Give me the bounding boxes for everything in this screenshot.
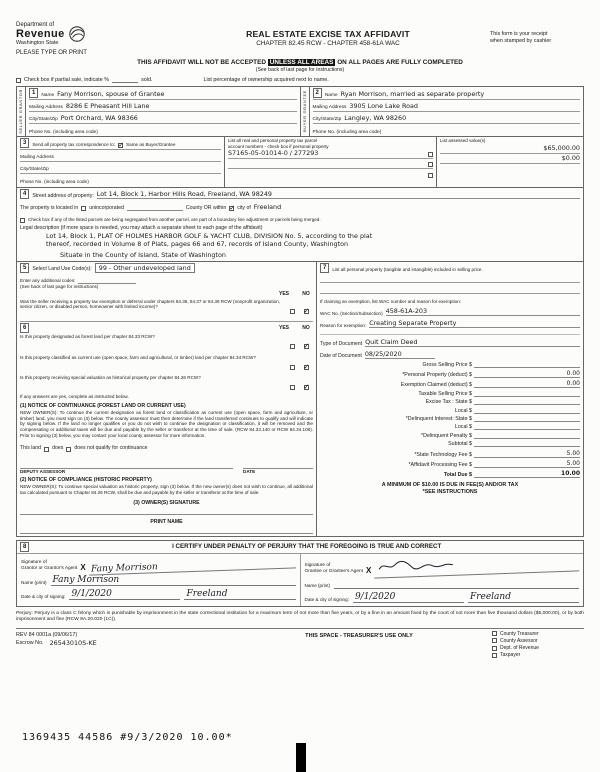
fee-label: *Personal Property (deduct) $: [402, 372, 472, 379]
fee-row-exemption: [320, 380, 580, 388]
form-subtitle: CHAPTER 82.45 RCW - CHAPTER 458-61A WAC: [256, 40, 400, 47]
notice-continuance-title: (1) NOTICE OF CONTINUANCE (FOREST LAND OR CURRENT USE): [20, 402, 186, 409]
please-type-label: PLEASE TYPE OR PRINT: [16, 50, 87, 56]
county-or-within-label: County OR within: [185, 204, 227, 211]
grantee-date-field[interactable]: 9/1/2020: [353, 592, 464, 603]
fee-row-total: [320, 470, 580, 478]
deputy-date-field[interactable]: [243, 460, 313, 469]
fee-row-delinquent-penalty: [320, 433, 580, 439]
county-assessor-label: County Assessor: [500, 637, 538, 644]
assessed-value-1[interactable]: $65,000.00: [543, 143, 580, 152]
segregated-checkbox[interactable]: [20, 218, 25, 223]
fee-label: Total Due $: [443, 472, 472, 479]
total-due-field[interactable]: [474, 470, 580, 478]
affidavit-processing-fee-field[interactable]: [474, 460, 580, 468]
personal-property-checkbox-3[interactable]: [428, 173, 433, 178]
rev-form-number: REV 84 0001a (09/06/17): [16, 631, 78, 638]
form-footer: [16, 628, 584, 660]
sold-label: sold.: [141, 77, 153, 83]
fee-label: *Delinquent Interest: State $: [405, 415, 472, 422]
excise-local-field[interactable]: [474, 408, 580, 414]
grantor-signature-field[interactable]: Fany Morrison: [89, 557, 296, 575]
fee-label: Local $: [454, 424, 472, 431]
parcel-header-line2: account numbers - check box if personal property: [228, 143, 329, 149]
s6-no-label: NO: [302, 324, 310, 331]
historic-question: Is this property receiving special valuation as historical property per chapter 84.26 RCW?: [20, 375, 201, 381]
warning-subnote: (See back of last page for instructions): [255, 67, 345, 73]
ownership-percentage-note: List percentage of ownership acquired next to name.: [203, 77, 329, 83]
city-of-label: city of: [237, 204, 251, 211]
forest-land-question: Is this property designated as forest land per chapter 84.33 RCW?: [20, 334, 155, 340]
land-use-value[interactable]: 99 - Other undeveloped land: [95, 263, 195, 273]
fee-row-technology: [320, 450, 580, 458]
s5-yes-no-header: [20, 291, 313, 297]
fee-label: Local $: [454, 407, 472, 414]
grantee-agent-label: Grantee or Grantee's Agent: [304, 569, 364, 575]
land-use-label: Select Land Use Code(s):: [32, 266, 92, 272]
partial-sale-row: [16, 77, 584, 83]
seller-name-value[interactable]: Fany Morrison, spouse of Grantee: [57, 90, 165, 98]
deputy-assessor-label: DEPUTY ASSESSOR: [20, 468, 66, 474]
section-7-number: 7: [320, 263, 329, 273]
unincorporated-checkbox[interactable]: [81, 206, 86, 211]
buyer-address-label: Mailing Address: [312, 105, 347, 110]
taxable-selling-price-field[interactable]: [474, 391, 580, 397]
personal-property-label: List all personal property (tangible and intangible) included in selling price.: [332, 266, 483, 272]
deputy-date-label: DATE: [243, 468, 256, 474]
city-value[interactable]: Freeland: [253, 203, 282, 211]
property-address-section: [16, 188, 584, 262]
buyer-csz-value[interactable]: Langley, WA 98260: [344, 114, 407, 122]
personal-property-deduct-field[interactable]: [474, 370, 580, 378]
partial-sale-label: Check box if partial sale, indicate %: [24, 77, 110, 83]
seller-side-label: SELLER GRANTOR: [18, 89, 23, 134]
segregated-label: Check box if any of the listed parcels are being segregated from another parcel, are part of a boundary line adjustment or parcels being merged.: [28, 217, 321, 223]
seller-side-strip: [17, 87, 26, 136]
does-not-label: does not qualify for continuance: [74, 445, 148, 452]
grantor-agent-label: Grantor or Grantor's Agent: [21, 566, 78, 572]
grantor-signature-of-label: Signature of: [21, 560, 47, 566]
left-column: [17, 262, 317, 536]
send-correspondence-label: Send all property tax correspondence to:: [32, 142, 116, 148]
grantor-date-city-label: Date & city of signing:: [21, 594, 66, 600]
distribution-checkboxes: [492, 631, 584, 660]
fee-row-gross: [320, 362, 580, 368]
claiming-exemption-label: If claiming an exemption, list WAC number and reason for exemption:: [320, 298, 462, 304]
buyer-box: [300, 87, 584, 136]
corr-csz-label: City/State/Zip: [20, 167, 49, 172]
buyer-address-value[interactable]: 3905 Lone Lake Road: [349, 102, 418, 110]
forest-no-checkbox[interactable]: [304, 344, 309, 349]
does-label: does: [52, 445, 64, 452]
wa-state-label: Washington State: [16, 40, 59, 46]
legal-description-line1[interactable]: Lot 14, Block 1, PLAT OF HOLMES HARBOR GOLF & YACHT CLUB, DIVISION No. 5, according to the plat: [46, 231, 373, 240]
delinquent-interest-state-field[interactable]: [474, 416, 580, 422]
corr-address-label: Mailing Address: [20, 155, 54, 160]
exemption-no-checkbox[interactable]: [304, 309, 309, 314]
warning-pre: THIS AFFIDAVIT WILL NOT BE ACCEPTED: [137, 59, 268, 66]
form-header: [16, 22, 584, 56]
agency-block: [16, 22, 166, 56]
deputy-assessor-signature-field[interactable]: [20, 460, 233, 469]
historic-no-checkbox[interactable]: [304, 385, 309, 390]
buyer-name-value[interactable]: Ryan Morrison, married as separate property: [340, 90, 485, 98]
partial-percent-field[interactable]: [112, 82, 138, 83]
s5-yes-label: YES: [278, 291, 289, 298]
taxpayer-label: Taxpayer: [500, 652, 521, 659]
grantor-signature-block: [17, 554, 300, 606]
owners-signature-label: (3) OWNER(S) SIGNATURE: [133, 499, 200, 506]
partial-sale-checkbox[interactable]: [16, 78, 21, 83]
assessed-value-2[interactable]: $0.00: [561, 153, 580, 162]
print-name-label: PRINT NAME: [150, 518, 183, 525]
parcel-number-value[interactable]: S7165-05-01014-0 / 277293: [228, 149, 319, 158]
see-instructions-note: *SEE INSTRUCTIONS: [422, 489, 478, 496]
receipt-note: [490, 22, 584, 45]
current-use-no-checkbox[interactable]: [304, 365, 309, 370]
fee-row-subtotal: [320, 441, 580, 447]
see-back-note: (See back of last page for instructions): [20, 283, 99, 289]
revenue-logo-icon: [68, 25, 86, 43]
grantee-signature-field[interactable]: [374, 552, 579, 578]
fee-row-personal: [320, 370, 580, 378]
fee-row-excise-local: [320, 408, 580, 414]
current-use-question: Is this property classified as current use (open space, farm and agricultural, or timber) land per chapter 84.34 RCW?: [20, 354, 256, 360]
parcel-header-line1: List all real and personal property tax parcel: [228, 138, 318, 143]
grantee-x-mark: X: [366, 565, 372, 575]
grantee-name-print-label: Name (print): [304, 583, 331, 589]
parties-section: [16, 86, 584, 137]
current-use-yes-checkbox[interactable]: [290, 365, 295, 370]
fee-label: *Affidavit Processing Fee $: [408, 461, 472, 468]
date-of-document-value[interactable]: 08/25/2020: [365, 350, 435, 359]
street-address-value[interactable]: Lot 14, Block 1, Harbor Hills Road, Freeland, WA 98249: [97, 190, 580, 199]
tax-correspondence-section: [16, 137, 584, 188]
fee-label: Excise Tax : State $: [425, 399, 472, 406]
form-title: REAL ESTATE EXCISE TAX AFFIDAVIT: [246, 29, 410, 39]
fee-label: Gross Selling Price $: [422, 361, 472, 368]
dept-of-revenue-checkbox[interactable]: [492, 646, 497, 651]
fee-value: 5.00: [566, 459, 580, 467]
seller-box: [17, 87, 300, 136]
legal-description-line2[interactable]: thereof, recorded in Volume 8 of Plats, pages 66 and 67, records of Island County, Washington: [46, 239, 349, 248]
buyer-side-strip: [301, 87, 310, 136]
personal-property-checkbox-1[interactable]: [428, 152, 433, 157]
same-as-buyer-label: Same as Buyer/Grantee: [126, 142, 176, 148]
legal-description-label: Legal description (if more space is needed, you may attach a separate sheet to each page of the affidavit): [20, 225, 263, 231]
right-column: [317, 262, 583, 536]
grantee-signature-scribble-icon: [376, 558, 456, 573]
receipt-note-line1: This form is your receipt: [490, 31, 548, 37]
grantee-date-city-label: Date & city of signing:: [304, 597, 349, 603]
same-as-buyer-checkbox[interactable]: [118, 143, 123, 148]
fee-value: 5.00: [566, 449, 580, 457]
historic-yes-checkbox[interactable]: [290, 385, 295, 390]
grantor-x-mark: X: [80, 562, 86, 572]
certify-statement: I CERTIFY UNDER PENALTY OF PERJURY THAT THE FOREGOING IS TRUE AND CORRECT: [172, 543, 442, 551]
fee-label: Exemption Claimed (deduct) $: [400, 382, 472, 389]
does-checkbox[interactable]: [44, 447, 49, 452]
this-land-label: This land: [20, 445, 42, 452]
grantor-name-print-label: Name (print): [21, 580, 47, 586]
assessed-value-header: List assessed value(s): [440, 138, 486, 143]
exemption-claimed-field[interactable]: [474, 380, 580, 388]
street-address-label: Street address of property:: [32, 192, 94, 199]
fee-row-excise-state: [320, 399, 580, 405]
legal-description-line3[interactable]: Situate in the County of Island, State of Washington: [60, 250, 226, 259]
grantor-name-print-field[interactable]: Fany Morrison: [51, 575, 296, 586]
print-name-field[interactable]: [20, 525, 313, 534]
seller-address-value[interactable]: 8286 E Pheasant Hill Lane: [65, 102, 150, 110]
buyer-side-label: BUYER GRANTEE: [301, 90, 307, 133]
grantor-date-field[interactable]: 9/1/2020: [69, 589, 180, 600]
gross-selling-price-field[interactable]: [474, 362, 580, 368]
notice-continuance-body: NEW OWNER(S): To continue the current designation as forest land or classification as current use (open space, farm and agriculture, or timber) land, you must sign on (3) below. The county assessor must then determine if the land transferred continues to qualify and will indicate by signing below. If the land no longer qualifies or you do not wish to continue the designation or classification, it will be removed and the compensating or additional taxes will be due and payable by the seller or transferor at the time of sale. (RCW 84.33.140 or RCW 84.34.108). Prior to signing (3) below, you may contact your local county assessor for more information.: [20, 409, 313, 438]
signatures-section: [16, 540, 584, 607]
date-of-document-label: Date of Document: [320, 352, 362, 359]
escrow-label: Escrow No.: [16, 639, 44, 646]
grantor-city-field[interactable]: Freeland: [184, 589, 295, 600]
subtotal-field[interactable]: [474, 441, 580, 447]
reason-exemption-label: Reason for exemption:: [320, 322, 367, 328]
fee-value: 0.00: [566, 380, 580, 388]
grantee-city-field[interactable]: Freeland: [468, 592, 579, 603]
buyer-phone-label: Phone No. (including area code): [312, 130, 382, 135]
grantee-signature-block: [300, 554, 584, 606]
exemption-yes-checkbox[interactable]: [290, 309, 295, 314]
reason-exemption-value[interactable]: Creating Separate Property: [369, 319, 580, 328]
fee-label: Subtotal $: [448, 441, 472, 448]
seller-csz-value[interactable]: Port Orchard, WA 98366: [60, 114, 138, 122]
unincorporated-label: unincorporated: [89, 204, 124, 211]
dept-of-revenue-label: Dept. of Revenue: [500, 645, 539, 652]
county-treasurer-label: County Treasurer: [500, 630, 539, 637]
seller-csz-label: City/State/Zip: [29, 117, 58, 122]
perjury-notice: Perjury: Perjury is a class C felony which is punishable by imprisonment in the state correctional institution for a maximum term of not more than five years, or by a fine in an amount fixed by the court of not more than five thousand dollars ($5,000.00), or by both imprisonment and fine (RCW 9A.20.020 (1C)).: [16, 610, 584, 623]
escrow-number-value[interactable]: 26543010S-KE: [49, 638, 97, 647]
grantee-name-print-field[interactable]: [334, 588, 579, 589]
affidavit-page: [16, 22, 584, 660]
fee-row-processing: [320, 460, 580, 468]
revenue-label: Revenue: [16, 28, 65, 40]
s6-yes-no-header: [277, 325, 313, 331]
seller-address-label: Mailing Address: [29, 105, 63, 110]
notice-compliance-title: (2) NOTICE OF COMPLIANCE (HISTORIC PROPERTY): [20, 477, 152, 484]
fee-value: 0.00: [566, 370, 580, 378]
cashier-stamp: 1369435 44586 #9/3/2020 10.00*: [22, 732, 233, 743]
does-not-checkbox[interactable]: [66, 447, 71, 452]
treasurer-use-label: THIS SPACE - TREASURER'S USE ONLY: [305, 632, 413, 639]
seller-phone-label: Phone No. (including area code): [29, 130, 98, 135]
notice-compliance-body: NEW OWNER(S): To continue special valuation as historic property, sign (3) below. If the new owner(s) does not wish to continue, all additional tax calculated pursuant to Chapter 84.26 RCW, shall be due and payable by the seller or transferor at the time of sale.: [20, 484, 313, 496]
county-treasurer-checkbox[interactable]: [492, 631, 497, 636]
answers-yes-note: If any answers are yes, complete as instructed below.: [20, 394, 129, 400]
city-checkbox[interactable]: [229, 206, 234, 211]
section-6-number: 6: [20, 323, 29, 333]
section-2-number: 2: [313, 88, 322, 98]
personal-property-line-1[interactable]: [320, 274, 580, 283]
type-of-document-value[interactable]: Quit Claim Deed: [365, 338, 580, 347]
personal-property-line-2[interactable]: [320, 285, 580, 294]
located-in-label: The property is located in: [20, 204, 79, 211]
county-blank-field[interactable]: [127, 210, 183, 211]
wac-number-value[interactable]: 458-61A-203: [386, 307, 580, 316]
personal-property-checkbox-2[interactable]: [428, 162, 433, 167]
grantee-signature-of-label: Signature of: [304, 563, 331, 569]
taxpayer-checkbox[interactable]: [492, 653, 497, 658]
owners-signature-field[interactable]: [20, 506, 313, 515]
section-4-number: 4: [20, 189, 29, 199]
warning-banner: [16, 59, 584, 66]
seller-name-label: Name: [41, 93, 55, 98]
section-8-number: 8: [20, 542, 29, 552]
buyer-name-label: Name: [324, 93, 338, 98]
fee-label: *Delinquent Penalty $: [421, 432, 472, 439]
county-assessor-checkbox[interactable]: [492, 638, 497, 643]
s6-yes-label: YES: [278, 324, 289, 331]
s5-no-label: NO: [302, 291, 310, 298]
warning-post: ON ALL PAGES ARE FULLY COMPLETED: [335, 59, 463, 66]
wac-number-label: WAC No. (Section/Subsection): [320, 310, 383, 316]
state-technology-fee-field[interactable]: [474, 450, 580, 458]
buyer-csz-label: City/State/Zip: [312, 117, 342, 122]
section-3-number: 3: [20, 138, 29, 148]
fee-label: *State Technology Fee $: [414, 451, 472, 458]
section-5-number: 5: [20, 263, 29, 273]
excise-state-field[interactable]: [474, 399, 580, 405]
scan-artifact-bar: [296, 743, 306, 772]
fee-label: Taxable Selling Price $: [418, 390, 472, 397]
exemption-question: Was the seller receiving a property tax exemption or deferral under chapters 84.36, 84.37 or 84.38 RCW (nonprofit organization, senior citizen, or disabled person, homeowner with limited income)?: [20, 298, 281, 310]
minimum-due-note: A MINIMUM OF $10.00 IS DUE IN FEE(S) AND/OR TAX: [381, 482, 519, 489]
type-of-document-label: Type of Document: [320, 340, 363, 347]
section-1-number: 1: [29, 88, 38, 98]
fee-value: 10.00: [561, 470, 580, 478]
middle-columns: [16, 262, 584, 537]
fee-row-delinquent-interest-local: [320, 424, 580, 430]
delinquent-interest-local-field[interactable]: [474, 424, 580, 430]
delinquent-penalty-field[interactable]: [474, 433, 580, 439]
fee-row-delinquent-interest-state: [320, 416, 580, 422]
additional-codes-label: Enter any additional codes:: [20, 277, 76, 283]
corr-phone-label: Phone No. (including area code): [20, 180, 89, 185]
warning-highlight: UNLESS ALL AREAS: [269, 59, 334, 66]
fee-row-taxable: [320, 391, 580, 397]
forest-yes-checkbox[interactable]: [290, 344, 295, 349]
receipt-note-line2: when stamped by cashier: [490, 38, 552, 45]
dept-of-label: Department of: [16, 22, 55, 28]
